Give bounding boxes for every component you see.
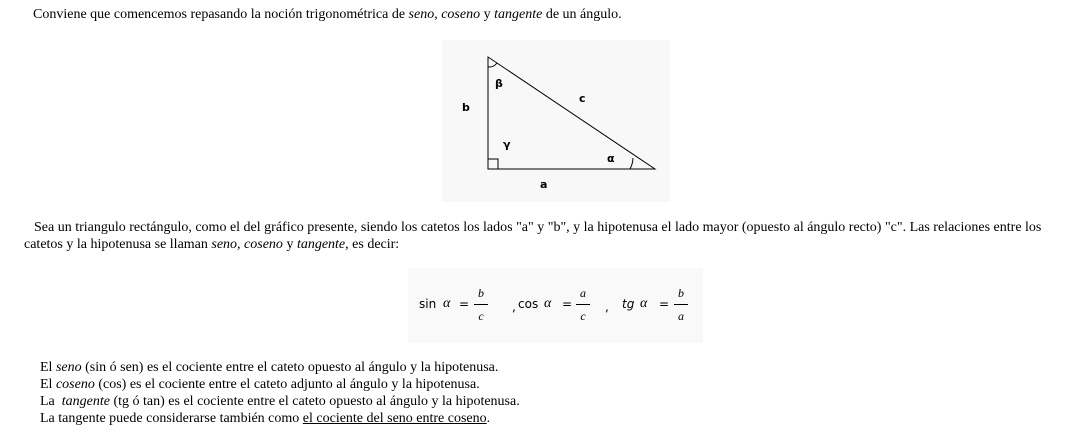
- cos-denominator: c: [580, 309, 586, 323]
- intro-after: de un ángulo.: [542, 7, 622, 22]
- tg-equals: =: [659, 297, 670, 311]
- definition-pre: El: [40, 377, 56, 392]
- side-c-label: c: [579, 92, 586, 105]
- definition-tangente: [40, 393, 520, 410]
- definition-term: tangente: [61, 394, 110, 409]
- triangle-shape: [488, 57, 655, 169]
- term-seno-coseno: seno, coseno: [211, 237, 283, 252]
- definition-term: seno: [55, 360, 82, 375]
- paragraph-sep: y: [282, 237, 297, 252]
- side-a-label: a: [540, 178, 548, 191]
- sin-numerator: b: [478, 286, 484, 300]
- gamma-label: γ: [503, 138, 511, 151]
- intro-before: Conviene que comencemos repasando la noción trigonométrica de: [33, 7, 409, 22]
- beta-arc: [488, 63, 497, 67]
- fraction-bar: [576, 304, 590, 305]
- sin-denominator: c: [478, 309, 484, 323]
- term-tangente: tangente: [494, 7, 543, 22]
- side-b-label: b: [462, 101, 470, 114]
- seno-coseno-link[interactable]: el cociente del seno entre coseno: [302, 411, 487, 426]
- sin-alpha: α: [443, 296, 451, 311]
- term-tangente: tangente: [296, 237, 346, 252]
- cos-alpha: α: [544, 296, 552, 311]
- tg-fraction: [674, 286, 688, 323]
- definition-pre: La tangente puede considerarse también como: [40, 411, 303, 426]
- fraction-bar: [674, 304, 688, 305]
- sin-fraction: [474, 286, 488, 323]
- tg-function: tg: [622, 297, 635, 311]
- paragraph-after: , es decir:: [345, 237, 400, 252]
- definition-text: (tg ó tan) es el cociente entre el cateto opuesto al ángulo y la hipotenusa.: [109, 394, 520, 409]
- definition-pre: El: [40, 360, 56, 375]
- alpha-label: α: [607, 152, 615, 165]
- cos-equals: =: [562, 297, 573, 311]
- comma-separator: ,: [605, 300, 609, 314]
- definition-term: coseno: [55, 377, 95, 392]
- comma-separator: ,: [512, 300, 516, 314]
- triangle-diagram: [442, 40, 670, 202]
- definition-tangent-ratio: [40, 410, 490, 427]
- definition-pre: La: [40, 394, 62, 409]
- sin-equals: =: [459, 297, 470, 311]
- beta-label: β: [495, 77, 503, 90]
- cos-numerator: a: [580, 286, 586, 300]
- cos-function: cos: [518, 297, 539, 311]
- definition-text: (cos) es el cociente entre el cateto adjunto al ángulo y la hipotenusa.: [94, 377, 480, 392]
- paragraph-text: Sea un triangulo rectángulo, como el del gráfico presente, siendo los catetos los lados "a" y "b", y la hipotenusa el lado mayor (opuesto al ángulo recto) "c". Las relaciones entre los catetos y la hipotenusa se llaman: [24, 220, 1042, 252]
- term-coseno: coseno: [441, 7, 481, 22]
- tg-denominator: a: [678, 309, 684, 323]
- tg-numerator: b: [678, 286, 684, 300]
- definition-seno: [40, 359, 498, 376]
- definition-text: (sin ó sen) es el cociente entre el cateto opuesto al ángulo y la hipotenusa.: [81, 360, 499, 375]
- tg-alpha: α: [640, 296, 648, 311]
- fraction-bar: [474, 304, 488, 305]
- right-angle-mark: [488, 159, 498, 169]
- intro-sep: y: [480, 7, 495, 22]
- alpha-arc: [630, 158, 633, 169]
- term-seno: seno: [408, 7, 435, 22]
- intro-text: [33, 7, 622, 23]
- intro-sep: ,: [434, 7, 442, 22]
- cos-fraction: [576, 286, 590, 323]
- definition-post: .: [486, 411, 491, 426]
- triangle-figure: [442, 40, 670, 202]
- explanation-paragraph: [24, 219, 1064, 253]
- sin-function: sin: [419, 297, 437, 311]
- formula-box: [408, 268, 703, 343]
- definition-coseno: [40, 376, 480, 393]
